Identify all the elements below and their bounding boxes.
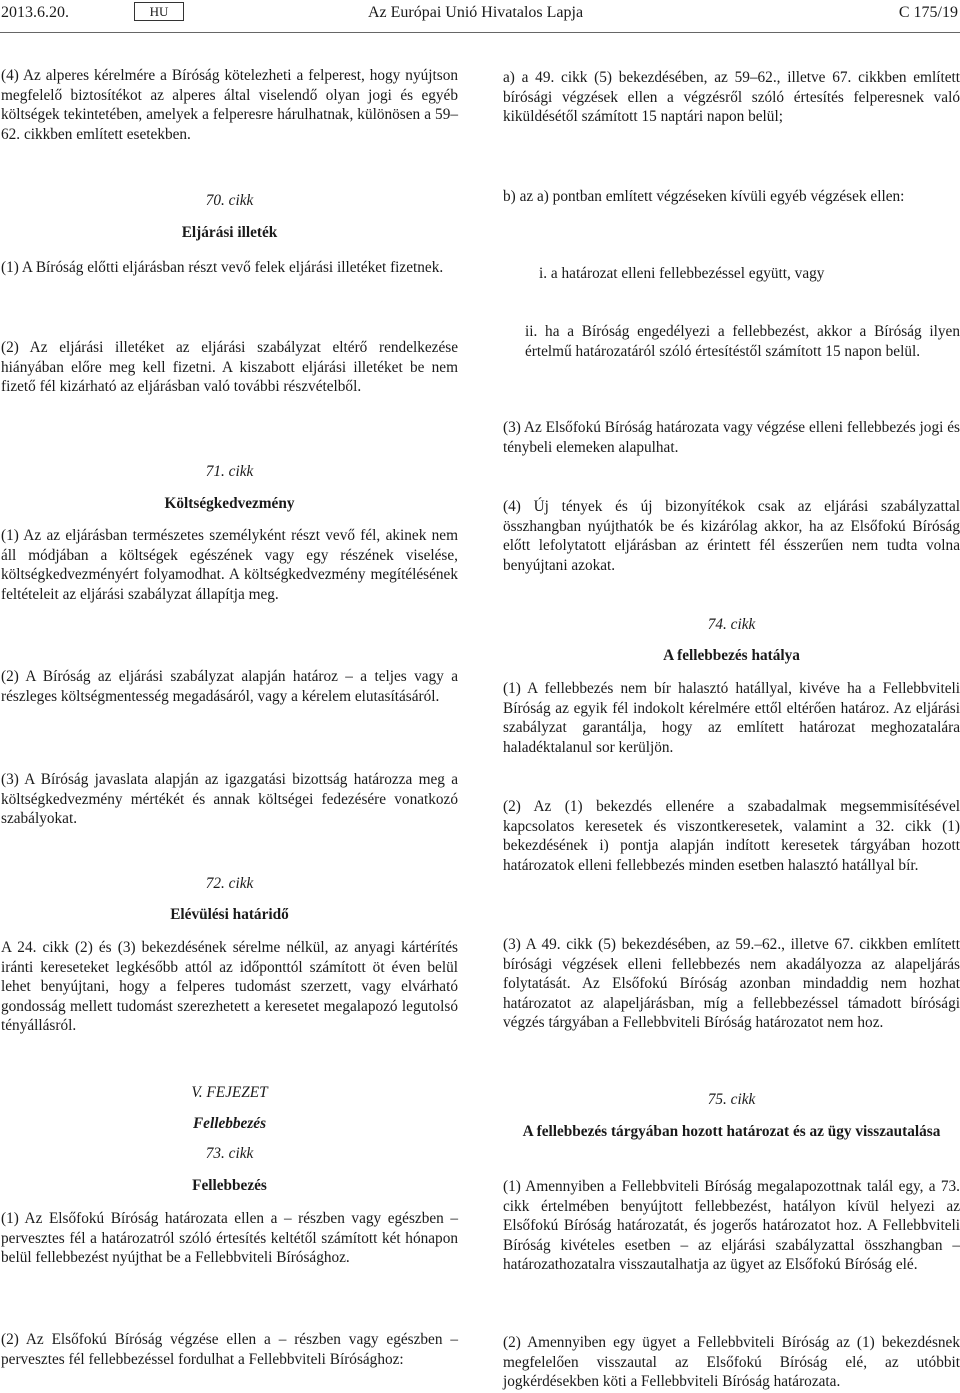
chapter-title: Fellebbezés [192,1115,267,1132]
list-item: a) a 49. cikk (5) bekezdésében, az 59–62., illetve 67. cikkben említett bírósági végzések ellen a végzésről szóló értesítés felperesnek való kiküldésétől számított 15 naptári napon belül; [503,69,960,126]
paragraph: (1) Amennyiben a Fellebbviteli Bíróság megalapozottnak talál egy, a 73. cikk értelmében benyújtott fellebbezést, hatályon kívül helyezi az Elsőfokú Bíróság határozatát, és jogerős határozatot hoz. A Fellebbviteli Bíróság kivételes esetben – az eljárási szabályzattal összhangban – határozathozatalra visszautalhatja az ügyet az Elsőfokú Bíróság elé. [503,1178,960,1274]
chapter-number: V. FEJEZET [191,1084,268,1101]
language-badge: HU [134,2,184,21]
paragraph: (1) Az Elsőfokú Bíróság határozata ellen a – részben vagy egészben – pervesztes fél a határozatról szóló értesítés keltétől számított két hónapon belül fellebbezést nyújthat be a Fellebbviteli Bírósághoz. [1,1210,458,1267]
paragraph: (3) A 49. cikk (5) bekezdésében, az 59.–62., illetve 67. cikkben említett bírósági végzések elleni fellebbezés nem akadályozza az alapeljárás folytatását. Az Elsőfokú Bíróság azonban mindaddig nem hozhat határozatot az alapeljárásban, míg a fellebbezéssel támadott bírósági végzés tárgyában a Fellebbviteli Bíróság határozatot nem hoz. [503,936,960,1032]
paragraph: (3) Az Elsőfokú Bíróság határozata vagy végzése elleni fellebbezés jogi és ténybeli elemeken alapulhat. [503,419,960,456]
list-item: b) az a) pontban említett végzéseken kívüli egyéb végzések ellen: [503,188,905,205]
paragraph: (3) A Bíróság javaslata alapján az igazgatási bizottság határozza meg a költségkedvezmény mértékét és annak költségei fedezésére vonatkozó szabályokat. [1,771,458,828]
article-title: Költségkedvezmény [164,495,295,512]
article-title: Elévülési határidő [170,906,289,923]
paragraph: (2) Az Elsőfokú Bíróság végzése ellen a – részben vagy egészben – pervesztes fél fellebbezéssel fordulhat a Fellebbviteli Bírósághoz: [1,1331,458,1368]
paragraph: (1) Az az eljárásban természetes személyként részt vevő fél, akinek nem áll módjában a költségek egészének vagy egy részének viselése, költségkedvezményért folyamodhat. A költségkedvezmény megítélésének feltételeit az eljárási szabályzat állapítja meg. [1,527,458,603]
page-number: C 175/19 [898,4,958,21]
article-number: 70. cikk [205,192,254,209]
article-number: 71. cikk [205,463,254,480]
article-number: 75. cikk [707,1091,756,1108]
article-title: Eljárási illeték [181,224,278,241]
article-number: 74. cikk [707,616,756,633]
article-number: 72. cikk [205,875,254,892]
paragraph: (2) Amennyiben egy ügyet a Fellebbviteli Bíróság az (1) bekezdésnek megfelelően visszautal az Elsőfokú Bíróság elé, az utóbbit jogkérdésekben köti a Fellebbviteli Bíróság határozata. [503,1334,960,1391]
paragraph: (4) Új tények és új bizonyítékok csak az eljárási szabályzattal összhangban nyújthatók be és kizárólag akkor, ha az Elsőfokú Bíróság előtt lefolytatott eljárásban az érintett fél ésszerűen nem tudta volna benyújtani azokat. [503,498,960,574]
paragraph: (4) Az alperes kérelmére a Bíróság kötelezheti a felperest, hogy nyújtson megfelelő biztosítékot az alperes által viselendő olyan jogi és egyéb költségek tekintetében, amelyek a felperesre hárulhatnak, különösen a 59– 62. cikkben említett esetekben. [1,67,458,143]
article-title: A fellebbezés tárgyában hozott határozat és az ügy visszautalása [522,1123,941,1140]
article-number: 73. cikk [205,1145,254,1162]
header-rule [0,32,960,33]
article-title: A fellebbezés hatálya [663,647,800,664]
paragraph: (2) A Bíróság az eljárási szabályzat alapján határoz – a teljes vagy a részleges költségmentesség megadásáról, vagy a kérelem elutasításáról. [1,668,458,705]
paragraph: (2) Az (1) bekezdés ellenére a szabadalmak megsemmisítésével kapcsolatos keresetek és viszontkeresetek, valamint a 32. cikk (1) bekezdésének i) pontja alapján indított keresetek tárgyában hozott határozatok elleni fellebbezés minden esetben halasztó hatállyal bír. [503,798,960,874]
paragraph: (1) A Bíróság előtti eljárásban részt vevő felek eljárási illetéket fizetnek. [1,259,444,276]
paragraph: A 24. cikk (2) és (3) bekezdésének sérelme nélkül, az anyagi kártérítés iránti kereseteket legkésőbb attól az időponttól számított öt éven belül lehet benyújtani, hogy a felperes tudomást szerzett, vagy elvárható gondosság mellett tudomást szerezhetett a keresetet megalapozó legutolsó tényállásról. [1,939,458,1035]
page-header [0,3,960,25]
journal-title: Az Európai Unió Hivatalos Lapja [368,4,584,21]
list-item: i. a határozat elleni fellebbezéssel együtt, vagy [539,265,825,282]
paragraph: (2) Az eljárási illetéket az eljárási szabályzat eltérő rendelkezése hiányában előre meg kell fizetni. A kiszabott eljárási illetéket be nem fizető fél kizárható az eljárásban való további részvételből. [1,339,458,396]
article-title: Fellebbezés [192,1177,267,1194]
header-date: 2013.6.20. [1,4,69,21]
list-item: ii. ha a Bíróság engedélyezi a fellebbezést, akkor a Bíróság ilyen értelmű határozatáról szóló értesítéstől számított 15 napon belül. [525,323,960,360]
paragraph: (1) A fellebbezés nem bír halasztó hatállyal, kivéve ha a Fellebbviteli Bíróság az egyik fél indokolt kérelmére ettől eltérően határoz. Az eljárási szabályzat garantálja, hogy az említett határozat meghozatalára haladéktalanul sor kerüljön. [503,680,960,756]
